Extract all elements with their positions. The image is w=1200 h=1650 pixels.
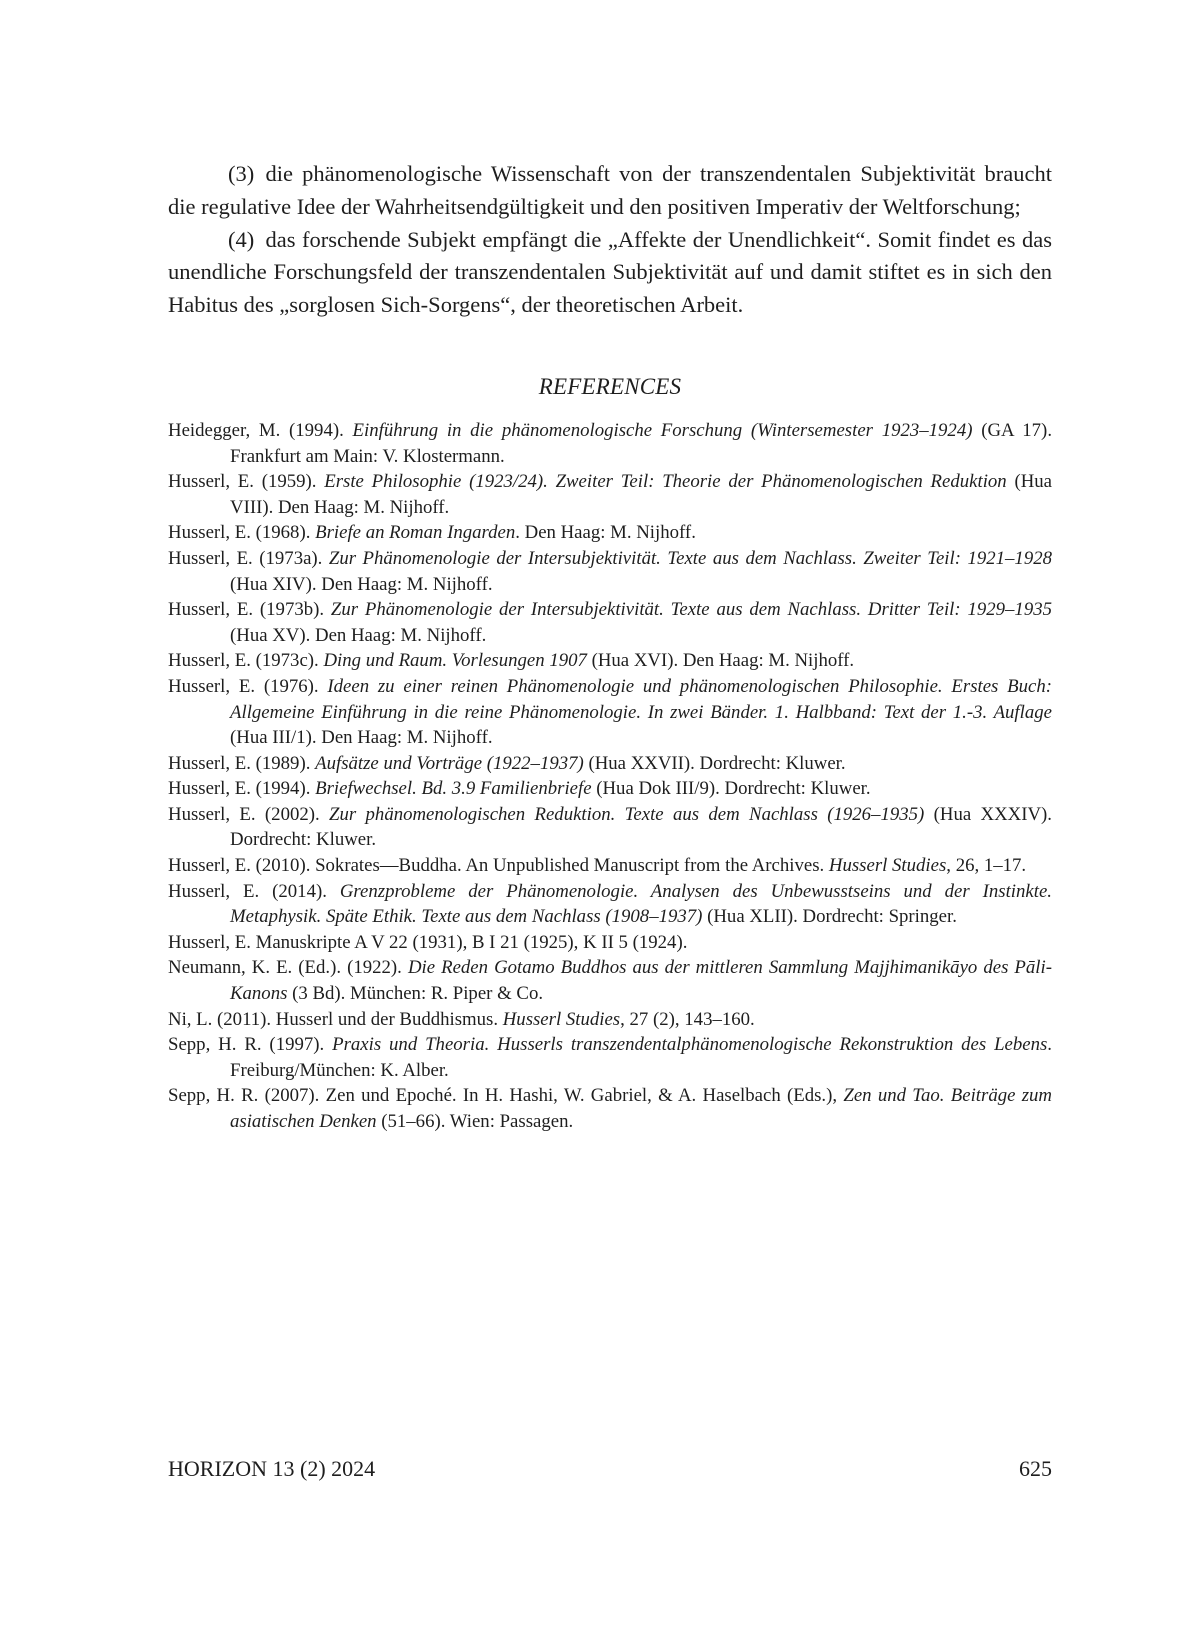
reference-text: (Hua XVI). Den Haag: M. Nijhoff.	[586, 650, 855, 672]
reference-text: (Hua XIV). Den Haag: M. Nijhoff.	[230, 573, 493, 595]
page-number: 625	[1019, 1456, 1052, 1481]
reference-text: Heidegger, M. (1994).	[168, 419, 353, 441]
reference-text: Sepp, H. R. (1997).	[168, 1034, 333, 1056]
reference-text: Ni, L. (2011). Husserl und der Buddhismus.	[168, 1008, 503, 1030]
reference-item	[168, 751, 1052, 777]
reference-text: Husserl, E. (1973b).	[168, 599, 331, 621]
reference-item	[168, 853, 1052, 879]
body-paragraph: (3) die phänomenologische Wissenschaft von der transzendentalen Subjektivität braucht die regulative Idee der Wahrheitsendgültigkeit und den positiven Imperativ der Weltforschung;	[168, 161, 1052, 219]
reference-text: (GA 17). Frankfurt am Main: V. Klostermann.	[230, 419, 1053, 467]
reference-text: (Hua Dok III/9). Dordrecht: Kluwer.	[591, 778, 871, 800]
reference-item	[168, 1083, 1052, 1134]
reference-item	[168, 802, 1052, 853]
journal-issue: HORIZON 13 (2) 2024	[168, 1456, 376, 1481]
reference-text: (Hua III/1). Den Haag: M. Nijhoff.	[230, 727, 493, 749]
body-text	[168, 158, 1052, 322]
reference-item	[168, 930, 1052, 956]
reference-title: Zur Phänomenologie der Intersubjektivität. Texte aus dem Nachlass. Dritter Teil: 1929–1935	[330, 599, 1052, 621]
reference-item	[168, 879, 1052, 930]
reference-title: Praxis und Theoria. Husserls transzendentalphänomenologische Rekonstruktion des Lebens	[332, 1034, 1048, 1056]
reference-title: Erste Philosophie (1923/24). Zweiter Teil: Theorie der Phänomenologischen Reduktion	[324, 471, 1007, 493]
reference-title: Die Reden Gotamo Buddhos aus der mittleren Sammlung Majjhimanikāyo des Pāli-Kanons	[230, 957, 1052, 1005]
reference-text: (Hua XXXIV). Dordrecht: Kluwer.	[230, 803, 1052, 851]
reference-item	[168, 648, 1052, 674]
reference-text: Husserl, E. (1989).	[168, 752, 316, 774]
reference-title: Briefwechsel. Bd. 3.9 Familienbriefe	[315, 778, 592, 800]
reference-text: (Hua XV). Den Haag: M. Nijhoff.	[230, 624, 487, 646]
reference-title: Einführung in die phänomenologische Forschung (Wintersemester 1923–1924)	[352, 419, 973, 441]
reference-text: Husserl, E. (2014).	[168, 880, 340, 902]
reference-item	[168, 418, 1052, 469]
reference-item	[168, 469, 1052, 520]
reference-title: Zur phänomenologischen Reduktion. Texte aus dem Nachlass (1926–1935)	[329, 803, 925, 825]
reference-text: (Hua XLII). Dordrecht: Springer.	[702, 906, 957, 928]
reference-title: Ideen zu einer reinen Phänomenologie und phänomenologischen Philosophie. Erstes Buch: Allgemeine Einführung in die reine Phänomenologie. In zwei Bänder. 1. Halbband: Text der 1.-3. Auflage	[230, 675, 1052, 723]
reference-item	[168, 776, 1052, 802]
reference-text: . Den Haag: M. Nijhoff.	[515, 522, 696, 544]
reference-text: Sepp, H. R. (2007). Zen und Epoché. In H. Hashi, W. Gabriel, & A. Haselbach (Eds.),	[168, 1085, 844, 1107]
reference-text: Husserl, E. (2002).	[168, 803, 330, 825]
reference-list	[168, 418, 1052, 1135]
reference-title: Aufsätze und Vorträge (1922–1937)	[315, 752, 584, 774]
reference-text: Husserl, E. (1994).	[168, 778, 316, 800]
reference-text: Neumann, K. E. (Ed.). (1922).	[168, 957, 408, 979]
reference-title: Ding und Raum. Vorlesungen 1907	[323, 650, 587, 672]
reference-item	[168, 955, 1052, 1006]
reference-title: Zur Phänomenologie der Intersubjektivität. Texte aus dem Nachlass. Zweiter Teil: 1921–1928	[328, 547, 1052, 569]
page-footer	[168, 1456, 1052, 1482]
reference-text: (3 Bd). München: R. Piper & Co.	[287, 983, 544, 1005]
reference-item	[168, 546, 1052, 597]
references-heading: REFERENCES	[538, 373, 682, 399]
reference-text: Husserl, E. (2010). Sokrates—Buddha. An Unpublished Manuscript from the Archives.	[168, 855, 829, 877]
reference-item	[168, 1007, 1052, 1033]
reference-text: Husserl, E. (1973a).	[168, 547, 329, 569]
reference-item	[168, 520, 1052, 546]
reference-text: (51–66). Wien: Passagen.	[376, 1111, 574, 1133]
reference-text: (Hua XXVII). Dordrecht: Kluwer.	[583, 752, 846, 774]
reference-item	[168, 1032, 1052, 1083]
reference-item	[168, 597, 1052, 648]
reference-title: Grenzprobleme der Phänomenologie. Analysen des Unbewusstseins und der Instinkte. Metaphysik. Späte Ethik. Texte aus dem Nachlass (1908–1937)	[230, 880, 1052, 928]
page-content	[168, 158, 1052, 1135]
reference-text: , 27 (2), 143–160.	[620, 1008, 755, 1030]
reference-title: Briefe an Roman Ingarden	[315, 522, 516, 544]
reference-text: Husserl, E. Manuskripte A V 22 (1931), B I 21 (1925), K II 5 (1924).	[168, 931, 688, 953]
reference-title: Zen und Tao. Beiträge zum asiatischen Denken	[230, 1085, 1052, 1133]
reference-item	[168, 674, 1052, 751]
reference-title: Husserl Studies	[828, 855, 947, 877]
reference-text: Husserl, E. (1968).	[168, 522, 316, 544]
reference-title: Husserl Studies	[502, 1008, 621, 1030]
reference-text: Husserl, E. (1959).	[168, 471, 325, 493]
body-paragraph: (4) das forschende Subjekt empfängt die „Affekte der Unendlichkeit“. Somit findet es das unendliche Forschungsfeld der transzendentalen Subjektivität auf und damit stiftet es in sich den Habitus des „sorglosen Sich-Sorgens“, der theoretischen Arbeit.	[168, 226, 1052, 318]
reference-text: . Freiburg/München: K. Alber.	[230, 1034, 1052, 1081]
reference-text: , 26, 1–17.	[946, 855, 1027, 877]
reference-text: (Hua VIII). Den Haag: M. Nijhoff.	[230, 471, 1052, 518]
reference-text: Husserl, E. (1976).	[168, 675, 328, 697]
reference-text: Husserl, E. (1973c).	[168, 650, 324, 672]
